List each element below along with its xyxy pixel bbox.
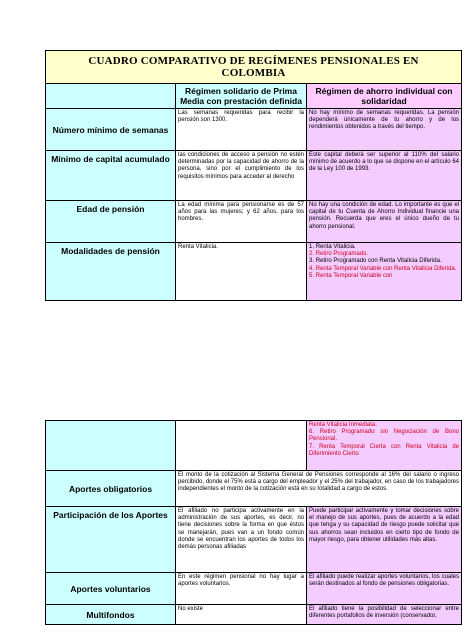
cell-aportes-obligatorios: El monto de la cotización al Sistema General de Pensiones corresponde al 16% del salario o ingreso percibido, donde el 75% está a cargo del empleador y el 25% del trabajador, en caso de los trabajadores independientes el monto de la cotización está en su totalidad a cargo de estos.	[176, 471, 462, 507]
list-item: 4. Renta Temporal Variable con Renta Vitalicia Diferida.	[309, 265, 457, 272]
row-label-aportes-voluntarios: Aportes voluntarios	[46, 573, 176, 605]
table-row	[46, 421, 462, 471]
table-row	[46, 573, 462, 605]
list-item: 7. Renta Temporal Cierta con Renta Vitalicia de Diferimiento Cierto	[309, 443, 460, 457]
row-label-multifondos: Multifondos	[46, 605, 176, 625]
header-ahorro-individual: Régimen de ahorro individual con solidaridad	[307, 84, 462, 109]
cell-capital-ahorro: Este capital deberá ser superior al 110% del salario mínimo de acuerdo a lo que se dispone en el artículo 64 de la Ley 100 de 1993.	[307, 151, 462, 201]
table-row	[46, 243, 462, 301]
cell-modalidades-prima: Renta Vitalicia.	[176, 243, 307, 301]
row-label-modalidades: Modalidades de pensión	[46, 243, 176, 301]
cell-semanas-prima: Las semanas requeridas para recibir la pensión son 1300.	[176, 109, 307, 151]
cell-semanas-ahorro: No hay mínimo de semanas requeridas. La pensión dependerá únicamente de tu ahorro y de los rendimientos obtenidos a través del tiempo.	[307, 109, 462, 151]
cell-participacion-prima: El afiliado no participa activamente en la administración de sus aportes, es decir, no tiene decisiones sobre la forma en que éstos se manejarán, pues van a un fondo común donde se encuentran los aportes de todos los demás personas afiliadas	[176, 507, 307, 573]
list-item: 6. Retiro Programado sin Negociación de Bono Pensional.	[309, 429, 459, 443]
comparison-table-part-2	[45, 420, 462, 625]
cell-multifondos-ahorro: El afiliado tiene la posibilidad de seleccionar entre diferentes portafolios de inversión (conservador,	[307, 605, 462, 625]
table-row	[46, 605, 462, 625]
comparison-table-part-1	[45, 50, 462, 301]
list-item: 5. Renta Temporal Variable con	[309, 272, 393, 279]
continuation-prima-cell	[176, 421, 307, 471]
title-row	[46, 51, 462, 84]
cell-voluntarios-prima: En este régimen pensional no hay lugar a aportes voluntarios.	[176, 573, 307, 605]
row-label-semanas: Número mínimo de semanas	[46, 109, 176, 151]
cell-edad-ahorro: No hay una condición de edad. Lo importante es que el capital de tu Cuenta de Ahorro Individual financie una pensión. Recuerda que eres el único dueño de tu ahorro pensional.	[307, 201, 462, 243]
table-row	[46, 109, 462, 151]
cell-capital-prima: las condiciones de acceso a pensión no estén determinadas por la capacidad de ahorro de la persona, sino por el cumplimiento de los requisitos mínimos para acceder al derecho	[176, 151, 307, 201]
cell-participacion-ahorro: Puede participar activamente y tomar decisiones sobre el manejo de sus aportes, pues de acuerdo a la edad que tenga y su capacidad de riesgo puede solicitar que sus ahorros sean incluidos en cierto tipo de fondo de mayor riesgo, para obtener utilidades más altas.	[307, 507, 462, 573]
header-row	[46, 84, 462, 109]
cell-edad-prima: La edad mínima para pensionarse es de 57 años para las mujeres; y 62 años, para los hombres.	[176, 201, 307, 243]
list-item: 1. Renta Vitalicia.	[309, 244, 356, 250]
cell-modalidades-ahorro	[307, 243, 462, 301]
cell-voluntarios-ahorro: El afiliado puede realizar aportes voluntarios, los cuales serán destinados al fondo de pensiones obligatorias.	[307, 573, 462, 605]
list-item: Renta Vitalicia Inmediata.	[309, 422, 377, 428]
list-item: 2. Retiro Programado.	[309, 251, 369, 258]
table-row	[46, 471, 462, 507]
table-row	[46, 507, 462, 573]
row-label-edad: Edad de pensión	[46, 201, 176, 243]
row-label-participacion: Participación de los Aportes	[46, 507, 176, 573]
table-row	[46, 201, 462, 243]
document-title: CUADRO COMPARATIVO DE REGÍMENES PENSIONALES EN COLOMBIA	[46, 51, 462, 84]
list-item: 3. Retiro Programado con Renta Vitalicia Diferida.	[309, 258, 442, 265]
continuation-label-cell	[46, 421, 176, 471]
header-prima-media: Régimen solidario de Prima Media con prestación definida	[176, 84, 307, 109]
header-empty-cell	[46, 84, 176, 109]
row-label-capital: Mínimo de capital acumulado	[46, 151, 176, 201]
cell-modalidades-continuation	[307, 421, 462, 471]
row-label-aportes-obligatorios: Aportes obligatorios	[46, 471, 176, 507]
cell-multifondos-prima: No existe	[176, 605, 307, 625]
table-row	[46, 151, 462, 201]
